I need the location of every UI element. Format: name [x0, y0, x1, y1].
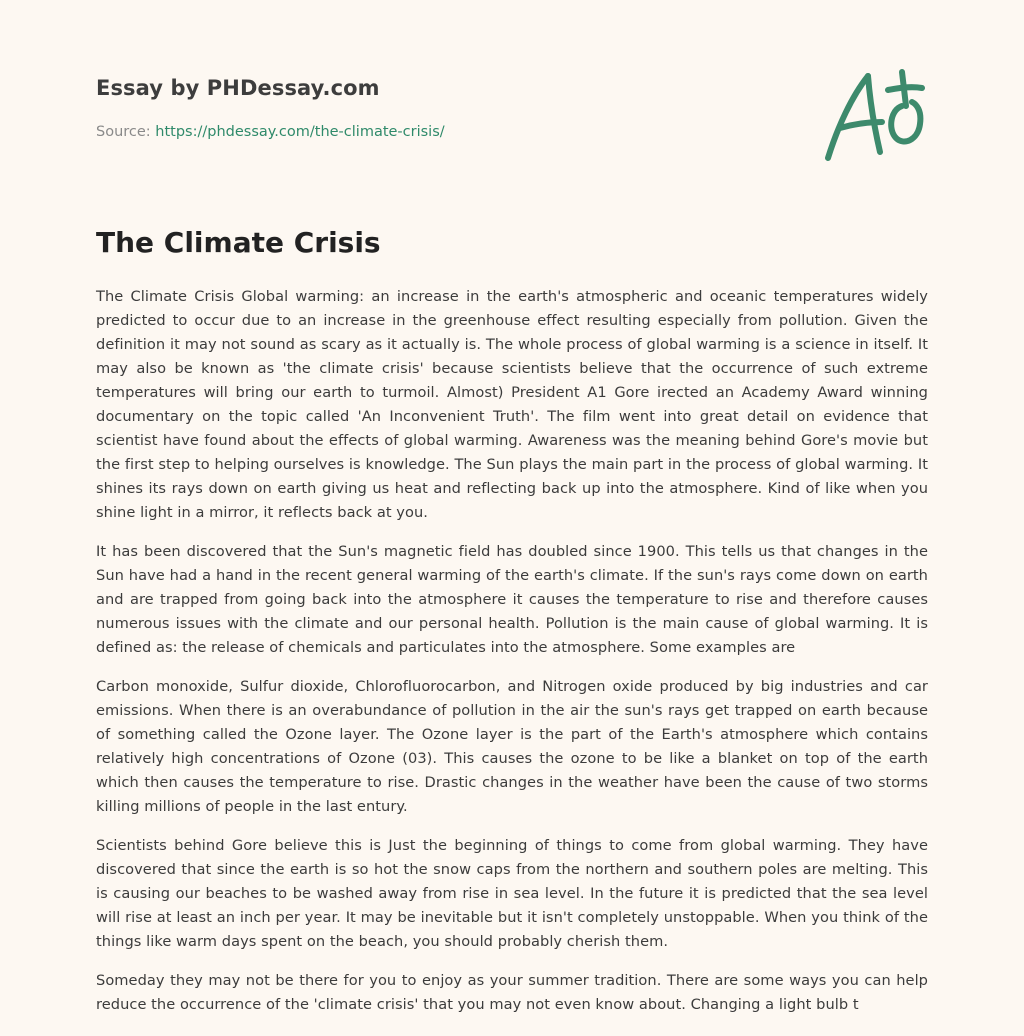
essay-paragraph: Someday they may not be there for you to enjoy as your summer tradition. There are some ways you can help reduce the occurrence of the 'climate crisis' that you may not even know about. Changing a light bulb t — [96, 972, 928, 1013]
essay-paragraph: It has been discovered that the Sun's magnetic field has doubled since 1900. This tells us that changes in the Sun have had a hand in the recent general warming of the earth's climate. If the sun's rays come down on earth and are trapped from going back into the atmosphere it causes the temperature to rise and therefore causes numerous issues with the climate and our personal health. Pollution is the main cause of global warming. It is defined as: the release of chemicals and particulates into the atmosphere. Some examples are — [96, 543, 928, 656]
essay-paragraph: The Climate Crisis Global warming: an increase in the earth's atmospheric and oceanic temperatures widely predicted to occur due to an increase in the greenhouse effect resulting especially from pollution. Given the definition it may not sound as scary as it actually is. The whole process of global warming is a science in itself. It may also be known as 'the climate crisis' because scientists believe that the occurrence of such extreme temperatures will bring our earth to turmoil. Almost) President A1 Gore irected an Academy Award winning documentary on the topic called 'An Inconvenient Truth'. The film went into great detail on evidence that scientist have found about the effects of global warming. Awareness was the meaning behind Gore's movie but the first step to helping ourselves is knowledge. The Sun plays the main part in the process of global warming. It shines its rays down on earth giving us heat and reflecting back up into the atmosphere. Kind of like when you shine light in a mirror, it reflects back at you. — [96, 288, 928, 521]
essay-paragraph: Carbon monoxide, Sulfur dioxide, Chlorofluorocarbon, and Nitrogen oxide produced by big industries and car emissions. When there is an overabundance of pollution in the air the sun's rays get trapped on earth because of something called the Ozone layer. The Ozone layer is the part of the Earth's atmosphere which contains relatively high concentrations of Ozone (03). This causes the ozone to be like a blanket on top of the earth which then causes the temperature to rise. Drastic changes in the weather have been the cause of two storms killing millions of people in the last entury. — [96, 678, 928, 815]
source-label: Source: — [96, 124, 156, 140]
essay-body — [96, 285, 928, 1032]
source-line — [96, 124, 445, 140]
essay-title: The Climate Crisis — [96, 226, 381, 259]
a-plus-grade-icon — [818, 66, 930, 166]
source-link[interactable]: https://phdessay.com/the-climate-crisis/ — [155, 124, 445, 140]
site-title: Essay by PHDessay.com — [96, 76, 380, 100]
essay-paragraph: Scientists behind Gore believe this is Just the beginning of things to come from global warming. They have discovered that since the earth is so hot the snow caps from the northern and southern poles are melting. This is causing our beaches to be washed away from rise in sea level. In the future it is predicted that the sea level will rise at least an inch per year. It may be inevitable but it isn't completely unstoppable. When you think of the things like warm days spent on the beach, you should probably cherish them. — [96, 837, 928, 950]
